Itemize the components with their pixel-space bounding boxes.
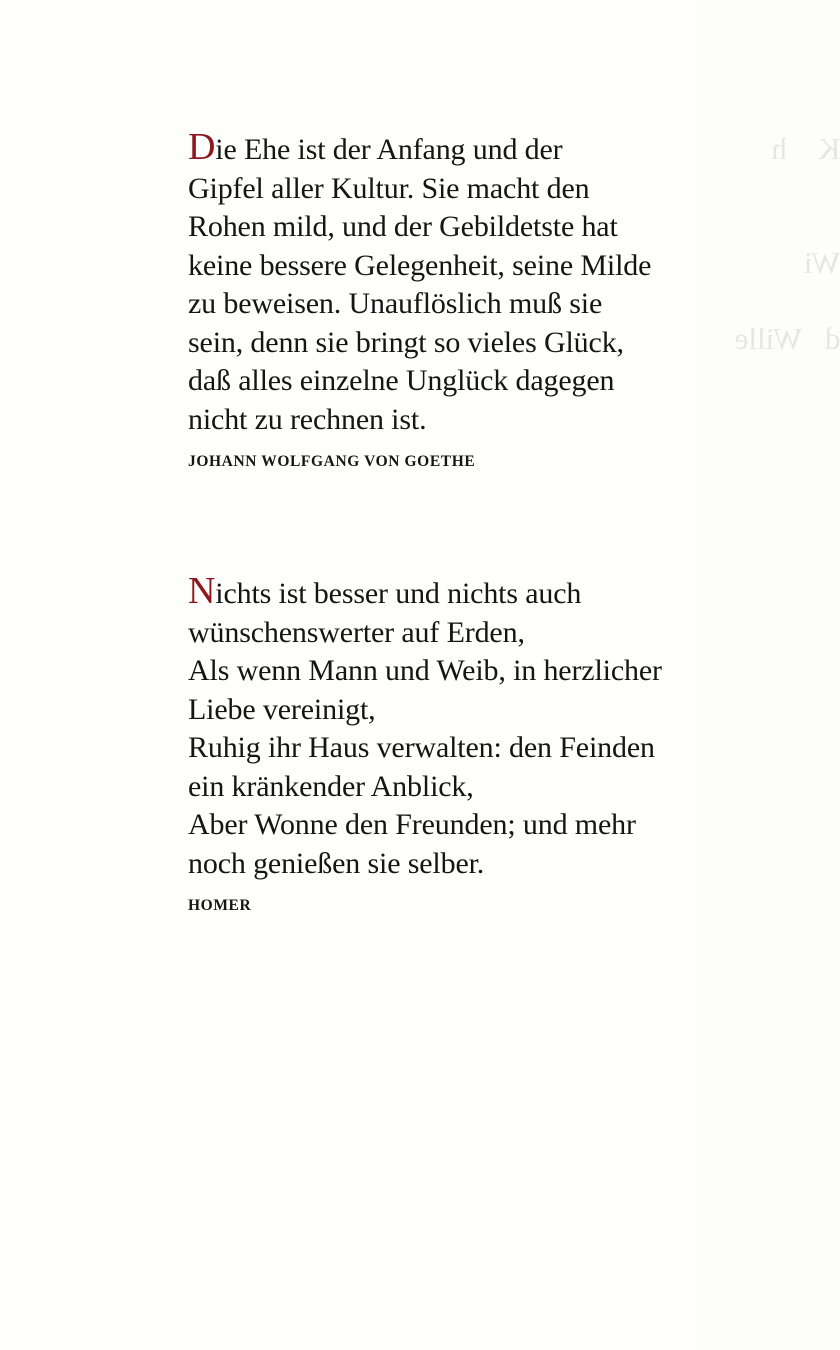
quote-line: daß alles einzelne Unglück dagegen bbox=[188, 364, 615, 397]
quote-line: Als wenn Mann und Weib, in herzlicher bbox=[188, 654, 662, 687]
quote-homer bbox=[188, 572, 678, 915]
quote-line: ein kränkender Anblick, bbox=[188, 769, 474, 803]
quote-line: Rohen mild, und der Gebildetste hat bbox=[188, 210, 618, 243]
quote-line-text: ichts ist besser und nichts auch bbox=[215, 577, 582, 610]
quote-line: sein, denn sie bringt so vieles Glück, bbox=[188, 325, 624, 359]
quote-line bbox=[188, 128, 678, 170]
quote-line bbox=[188, 572, 678, 614]
quote-goethe bbox=[188, 128, 678, 471]
quote-line: Ruhig ihr Haus verwalten: den Feinden bbox=[188, 731, 655, 764]
quote-author: HOMER bbox=[188, 897, 252, 914]
quote-line: wünschenswerter auf Erden, bbox=[188, 615, 525, 649]
quote-line: nicht zu rechnen ist. bbox=[188, 402, 427, 436]
quote-line: keine bessere Gelegenheit, seine Milde bbox=[188, 248, 652, 282]
quote-line: zu beweisen. Unauflöslich muß sie bbox=[188, 287, 603, 320]
quote-line: Aber Wonne den Freunden; und mehr bbox=[188, 808, 636, 841]
quote-line-text: ie Ehe ist der Anfang und der bbox=[215, 133, 563, 166]
initial-letter: N bbox=[188, 570, 216, 612]
mirrored-reverse-text: K h Wi d Wille bbox=[734, 131, 840, 356]
quote-line: noch genießen sie selber. bbox=[188, 846, 485, 880]
initial-letter: D bbox=[188, 126, 216, 168]
quote-author: JOHANN WOLFGANG VON GOETHE bbox=[188, 453, 476, 470]
quote-line: Gipfel aller Kultur. Sie macht den bbox=[188, 171, 590, 205]
quote-line: Liebe vereinigt, bbox=[188, 692, 376, 726]
